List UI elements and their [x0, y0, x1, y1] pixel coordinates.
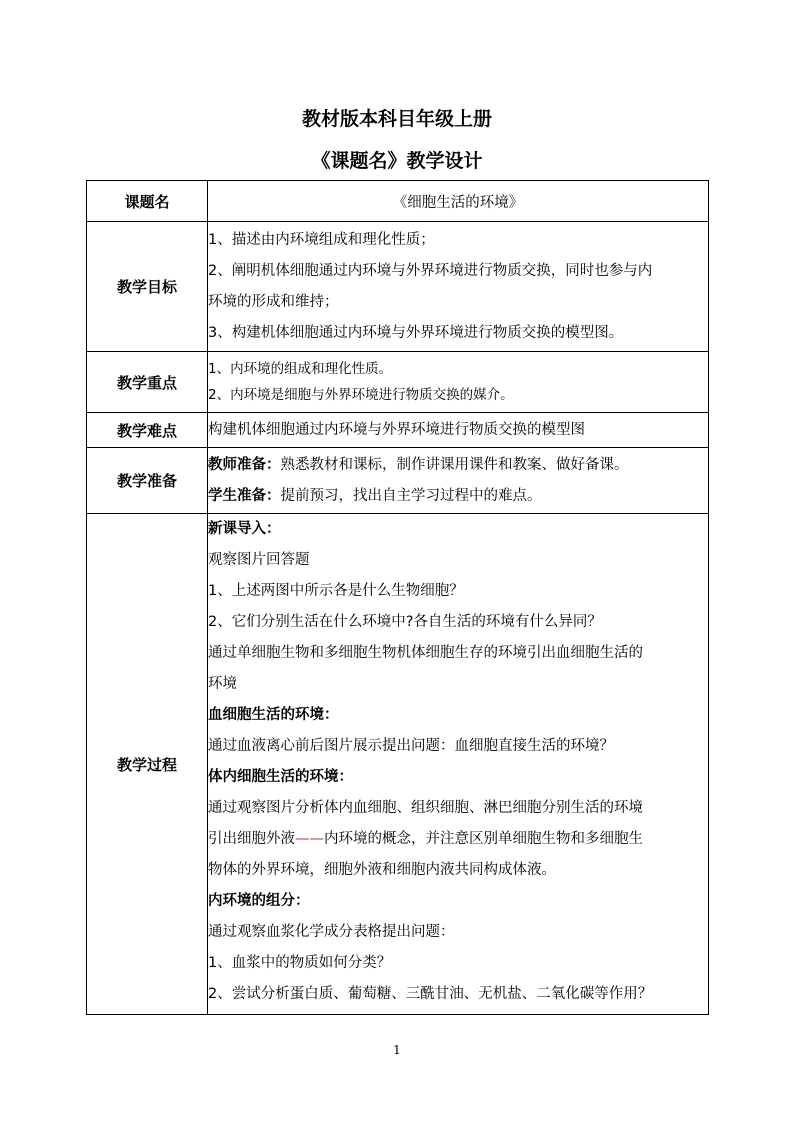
difficulties-content — [208, 413, 709, 448]
key-point-line: 1、内环境的组成和理化性质。 — [208, 361, 393, 377]
process-paragraph: 通过观察血浆化学成分表格提出问题： — [208, 924, 455, 940]
process-heading-intro: 新课导入： — [208, 521, 281, 537]
document-subtitle: 《课题名》教学设计 — [311, 150, 483, 172]
page-number: 1 — [393, 1043, 401, 1057]
table-row-preparation — [87, 448, 709, 514]
objective-line: 3、构建机体细胞通过内环境与外界环境进行物质交换的模型图。 — [208, 324, 624, 341]
process-paragraph: 环境 — [208, 676, 237, 692]
process-paragraph: 通过血液离心前后图片展示提出问题：血细胞直接生活的环境？ — [208, 738, 614, 754]
objective-line: 2、阐明机体细胞通过内环境与外界环境进行物质交换，同时也参与内 — [208, 262, 653, 279]
process-paragraph: 物体的外界环境，细胞外液和细胞内液共同构成体液。 — [208, 862, 556, 878]
process-text: 引出细胞外液 — [208, 831, 295, 847]
student-preparation — [208, 481, 708, 512]
student-preparation-text: 提前预习，找出自主学习过程中的难点。 — [280, 487, 542, 504]
objective-line: 环境的形成和维持； — [208, 293, 339, 310]
lesson-plan-table — [86, 180, 709, 1015]
process-paragraph: 通过观察图片分析体内血细胞、组织细胞、淋巴细胞分别生活的环境 — [208, 800, 643, 816]
teacher-preparation-text: 熟悉教材和课标，制作讲课用课件和教案、做好备课。 — [280, 456, 629, 473]
objectives-label: 教学目标 — [87, 222, 208, 352]
process-heading-body-cells: 体内细胞生活的环境： — [208, 769, 353, 785]
difficulty-line: 构建机体细胞通过内环境与外界环境进行物质交换的模型图 — [208, 421, 585, 438]
process-paragraph: 观察图片回答题 — [208, 552, 310, 568]
process-dash: —— — [295, 831, 324, 847]
process-text: 内环境的概念，并注意区别单细胞生物和多细胞生 — [324, 831, 643, 847]
table-row-key-points — [87, 352, 709, 413]
course-value: 《细胞生活的环境》 — [208, 181, 709, 222]
preparation-content — [208, 448, 709, 514]
document-title: 教材版本科目年级上册 — [301, 108, 492, 130]
key-points-content — [208, 352, 709, 413]
process-paragraph: 通过单细胞生物和多细胞生物机体细胞生存的环境引出血细胞生活的 — [208, 645, 643, 661]
process-paragraph: 1、血浆中的物质如何分类？ — [208, 955, 392, 971]
process-heading-components: 内环境的组分： — [208, 893, 310, 909]
student-preparation-label: 学生准备： — [208, 487, 281, 504]
process-paragraph: 2、尝试分析蛋白质、葡萄糖、三酰甘油、无机盐、二氧化碳等作用？ — [208, 986, 653, 1002]
process-label: 教学过程 — [87, 514, 208, 1015]
process-paragraph: 2、它们分别生活在什么环境中?各自生活的环境有什么异同？ — [208, 614, 602, 630]
key-point-line: 2、内环境是细胞与外界环境进行物质交换的媒介。 — [208, 387, 514, 403]
process-heading-blood-cells: 血细胞生活的环境： — [208, 707, 339, 723]
preparation-label: 教学准备 — [87, 448, 208, 514]
teacher-preparation-label: 教师准备： — [208, 456, 281, 473]
process-content — [208, 514, 709, 1015]
objectives-content — [208, 222, 709, 352]
process-paragraph — [208, 824, 708, 855]
difficulties-label: 教学难点 — [87, 413, 208, 448]
course-label: 课题名 — [87, 181, 208, 222]
table-row-objectives — [87, 222, 709, 352]
table-row-difficulties — [87, 413, 709, 448]
table-row-process — [87, 514, 709, 1015]
teacher-preparation — [208, 450, 708, 481]
objective-line: 1、描述由内环境组成和理化性质； — [208, 231, 435, 248]
process-paragraph: 1、上述两图中所示各是什么生物细胞？ — [208, 583, 464, 599]
key-points-label: 教学重点 — [87, 352, 208, 413]
table-row-course — [87, 181, 709, 222]
